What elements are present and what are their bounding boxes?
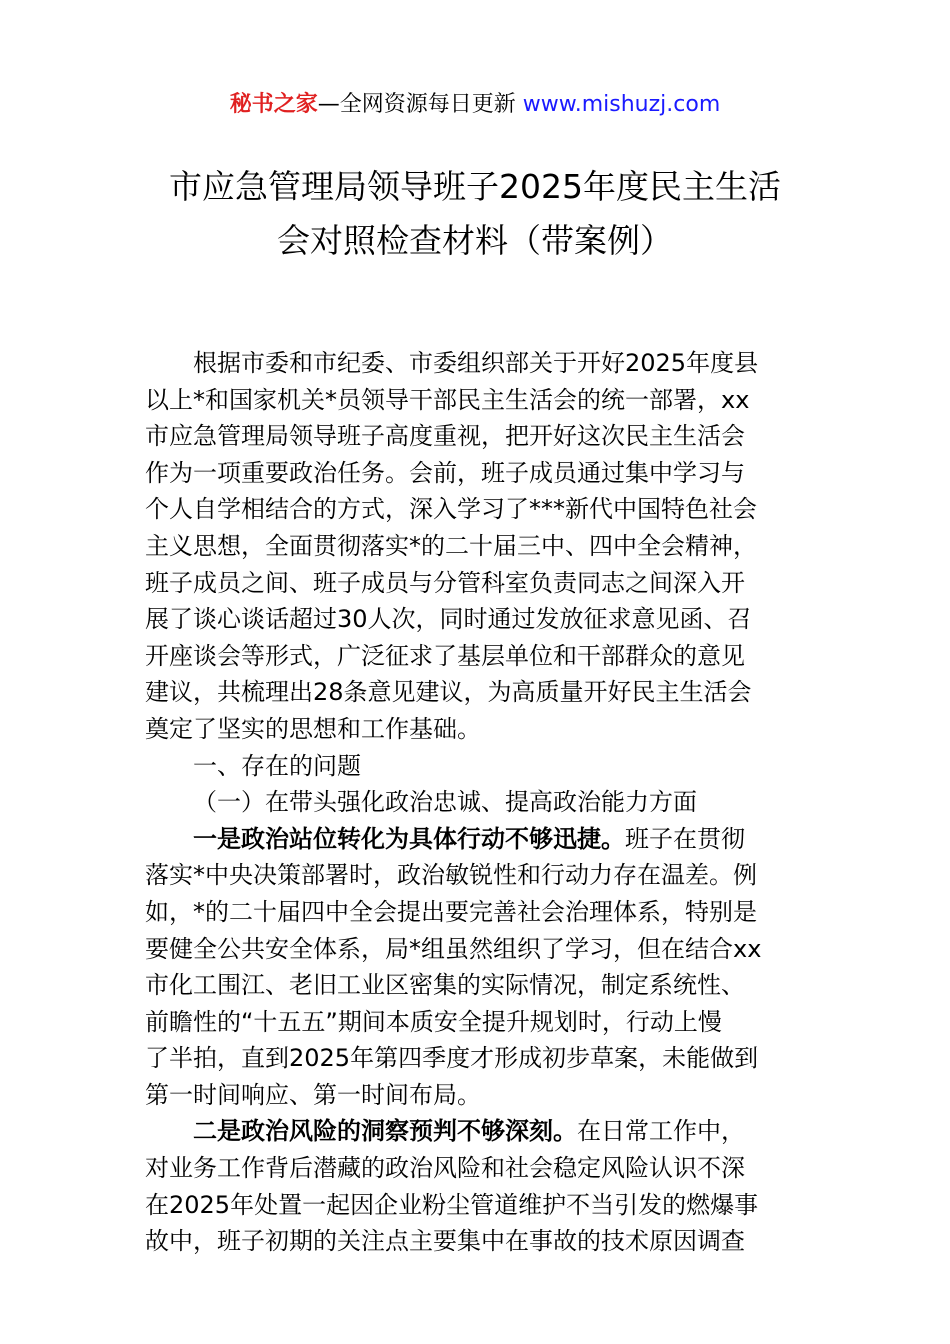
body-line: 根据市委和市纪委、市委组织部关于开好2025年度县 [193, 349, 759, 377]
point-2-first-line [145, 1113, 810, 1150]
site-header [0, 88, 950, 122]
body-line: 个人自学相结合的方式，深入学习了***新代中国特色社会 [145, 495, 757, 524]
body-line: 第一时间响应、第一时间布局。 [145, 1080, 481, 1109]
point-1-lead: 班子在贯彻 [625, 824, 745, 853]
body-line: 展了谈心谈话超过30人次，同时通过发放征求意见函、召 [145, 605, 752, 634]
body-line: 如，*的二十届四中全会提出要完善社会治理体系，特别是 [145, 897, 757, 926]
body-line: 了半拍，直到2025年第四季度才形成初步草案，未能做到 [145, 1044, 759, 1073]
point-1-first-line [145, 821, 810, 858]
site-slogan: —全网资源每日更新 [317, 92, 516, 117]
body-line: 前瞻性的“十五五”期间本质安全提升规划时，行动上慢 [145, 1007, 722, 1036]
body-line: 奠定了坚实的思想和工作基础。 [145, 714, 481, 743]
body-line: 要健全公共安全体系，局*组虽然组织了学习，但在结合xx [145, 934, 762, 963]
body-line: 落实*中央决策部署时，政治敏锐性和行动力存在温差。例 [145, 861, 757, 890]
document-title [60, 160, 890, 268]
body-line: 主义思想，全面贯彻落实*的二十届三中、四中全会精神， [145, 531, 757, 560]
title-line-2: 会对照检查材料（带案例） [277, 221, 673, 260]
body-line: 市应急管理局领导班子高度重视，把开好这次民主生活会 [145, 422, 745, 451]
body-line: 对业务工作背后潜藏的政治风险和社会稳定风险认识不深 [145, 1154, 745, 1183]
body-line: 在2025年处置一起因企业粉尘管道维护不当引发的燃爆事 [145, 1190, 759, 1219]
document-body [145, 345, 810, 1260]
section-heading: 一、存在的问题 [193, 751, 361, 780]
point-2-lead: 在日常工作中， [577, 1117, 745, 1146]
body-line: 故中，班子初期的关注点主要集中在事故的技术原因调查 [145, 1227, 745, 1256]
point-2-heading: 二是政治风险的洞察预判不够深刻。 [193, 1117, 577, 1146]
subsection-heading: （一）在带头强化政治忠诚、提高政治能力方面 [193, 788, 697, 817]
body-line: 市化工围江、老旧工业区密集的实际情况，制定系统性、 [145, 971, 745, 1000]
body-line: 班子成员之间、班子成员与分管科室负责同志之间深入开 [145, 568, 745, 597]
title-line-1: 市应急管理局领导班子2025年度民主生活 [169, 167, 781, 206]
site-url-link[interactable]: www.mishuzj.com [522, 92, 721, 117]
brand-name: 秘书之家 [229, 92, 318, 117]
body-line: 以上*和国家机关*员领导干部民主生活会的统一部署，xx [145, 385, 750, 414]
body-line: 作为一项重要政治任务。会前，班子成员通过集中学习与 [145, 458, 745, 487]
body-line: 开座谈会等形式，广泛征求了基层单位和干部群众的意见 [145, 641, 745, 670]
body-line: 建议，共梳理出28条意见建议，为高质量开好民主生活会 [145, 678, 752, 707]
point-1-heading: 一是政治站位转化为具体行动不够迅捷。 [193, 824, 625, 853]
